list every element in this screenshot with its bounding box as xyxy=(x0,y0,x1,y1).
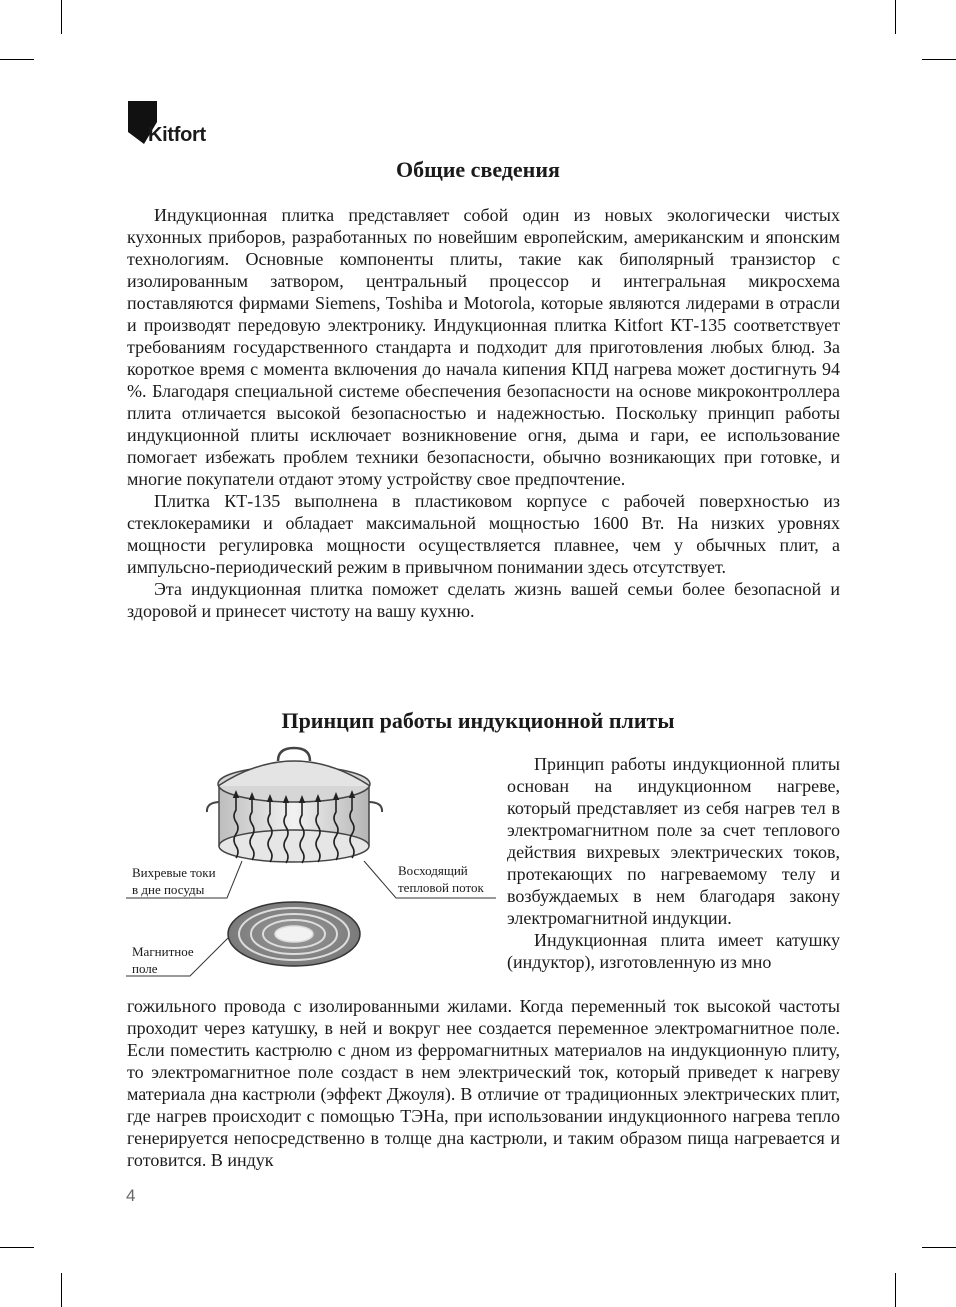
paragraph: гожильного провода с изолированными жилами. Когда переменный ток высокой частоты проходит через катушку, в ней и вокруг нее создается переменное электромагнитное поле. Если поместить кастрюлю с дном из ферромагнитных материалов на индукционную плиту, то электромагнитное поле создаст в нем электрический ток, который приведет к нагреву материала дна кастрюли (эффект Джоуля). В отличие от традиционных электрических плит, где нагрев происходит с помощью ТЭНа, при использовании индукционного нагрева тепло генерируется непосредственно в толще дна кастрюли, и таким образом пища нагревается и готовится. В индук xyxy=(127,996,840,1170)
crop-mark-right-bottom xyxy=(922,1247,956,1248)
label-heat-flow xyxy=(398,862,484,896)
induction-diagram xyxy=(124,746,499,986)
crop-mark-left-bottom xyxy=(0,1247,34,1248)
page-number: 4 xyxy=(126,1186,136,1205)
brand-name: Kitfort xyxy=(148,124,206,146)
paragraph: Принцип работы индукционной плиты основан на индукционном нагреве, который представляет из себя нагрев тел в электромагнитном поле за счет теплового действия вихревых электрических токов, протекающих по нагреваемому телу и возбуждаемых в нем благодаря закону электромагнитной индукции. xyxy=(507,754,840,928)
principle-column-text xyxy=(507,753,840,973)
crop-mark-top-right xyxy=(895,0,896,34)
crop-mark-bottom-right xyxy=(895,1273,896,1307)
label-line: Магнитное xyxy=(132,944,194,959)
crop-mark-left-top xyxy=(0,59,34,60)
paragraph: Индукционная плита имеет катушку (индуктор), изготовленную из мно xyxy=(507,930,840,972)
label-line: поле xyxy=(132,961,158,976)
label-line: тепловой поток xyxy=(398,880,484,895)
general-info-text xyxy=(127,204,840,622)
label-line: Восходящий xyxy=(398,863,468,878)
paragraph: Плитка КТ-135 выполнена в пластиковом корпусе с рабочей поверхностью из стеклокерамики и обладает максимальной мощностью 1600 Вт. На низких уровнях мощности регулировка мощности осуществляется плавнее, чем у обычных плит, а импульсно-периодический режим в привычном понимании здесь отсутствует. xyxy=(127,491,840,577)
paragraph: Индукционная плитка представляет собой один из новых экологически чистых кухонных приборов, разработанных по новейшим европейским, американским и японским технологиям. Основные компоненты плиты, такие как биполярный транзистор с изолированным затвором, центральный процессор и интегральная микросхема поставляются фирмами Siemens, Toshiba и Motorola, которые являются лидерами в отрасли и производят передовую электронику. Индукционная плитка Kitfort КТ-135 соответствует требованиям государственного стандарта и подходит для приготовления любых блюд. За короткое время с момента включения до начала кипения КПД нагрева может достигнуть 94 %. Благодаря специальной системе обеспечения безопасности на основе микроконтроллера плита отличается высокой безопасностью и надежностью. Поскольку принцип работы индукционной плиты исключает возникновение огня, дыма и гари, ее использование помогает избежать проблем техники безопасности, обычно возникающих при готовке, и многие покупатели отдают этому устройству свое предпочтение. xyxy=(127,205,840,489)
crop-mark-bottom-left xyxy=(61,1273,62,1307)
label-eddy-currents xyxy=(132,864,216,898)
principle-full-text xyxy=(127,995,840,1171)
label-line: в дне посуды xyxy=(132,882,205,897)
crop-mark-top-left xyxy=(61,0,62,34)
section-title-general: Общие сведения xyxy=(396,157,560,182)
paragraph: Эта индукционная плитка поможет сделать жизнь вашей семьи более безопасной и здоровой и принесет чистоту на вашу кухню. xyxy=(127,579,840,621)
label-magnetic-field xyxy=(132,943,194,977)
crop-mark-right-top xyxy=(922,59,956,60)
section-title-principle: Принцип работы индукционной плиты xyxy=(281,708,675,733)
label-line: Вихревые токи xyxy=(132,865,216,880)
